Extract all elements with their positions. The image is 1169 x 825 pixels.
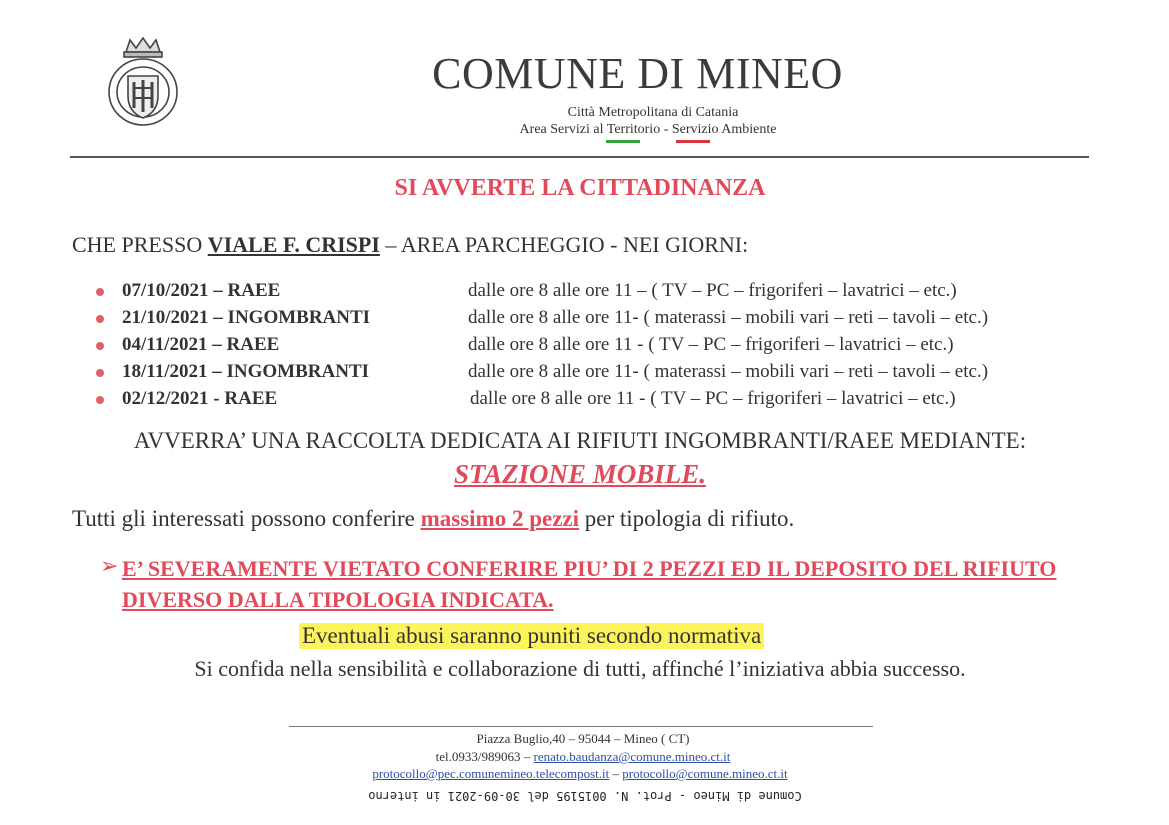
schedule-item bbox=[96, 307, 1096, 333]
schedule-date: 07/10/2021 – RAEE bbox=[122, 280, 281, 301]
footer-separator: – bbox=[609, 766, 623, 781]
footer-address: Piazza Buglio,40 – 95044 – Mineo ( CT) bbox=[476, 731, 690, 746]
schedule-date: 02/12/2021 - RAEE bbox=[122, 388, 278, 409]
schedule-desc: dalle ore 8 alle ore 11 – ( TV – PC – frigoriferi – lavatrici – etc.) bbox=[468, 280, 957, 301]
closing-note: Si confida nella sensibilità e collaborazione di tutti, affinché l’iniziativa abbia successo. bbox=[194, 656, 966, 681]
intro-line bbox=[72, 232, 748, 258]
footer-tel: tel.0933/989063 – bbox=[435, 749, 534, 764]
subtitle-city: Città Metropolitana di Catania bbox=[567, 105, 739, 120]
green-accent-line bbox=[606, 140, 640, 143]
pec-link[interactable]: protocollo@pec.comunemineo.telecompost.it bbox=[372, 766, 610, 781]
schedule-date: 04/11/2021 – RAEE bbox=[122, 334, 280, 355]
red-accent-line bbox=[676, 140, 710, 143]
intro-place: VIALE F. CRISPI bbox=[207, 232, 380, 257]
header-divider bbox=[70, 156, 1089, 158]
limit-suffix: per tipologia di rifiuto. bbox=[579, 506, 795, 531]
notice-heading: SI AVVERTE LA CITTADINANZA bbox=[394, 175, 766, 201]
email-link[interactable]: renato.baudanza@comune.mineo.ct.it bbox=[533, 749, 731, 764]
schedule-desc: dalle ore 8 alle ore 11- ( materassi – mobili vari – reti – tavoli – etc.) bbox=[468, 307, 989, 328]
mobile-station-label: STAZIONE MOBILE. bbox=[453, 459, 707, 489]
footer-divider bbox=[289, 726, 873, 727]
abuse-warning: Eventuali abusi saranno puniti secondo normativa bbox=[299, 623, 764, 649]
schedule-desc: dalle ore 8 alle ore 11 - ( TV – PC – frigoriferi – lavatrici – etc.) bbox=[470, 388, 956, 409]
arrow-bullet-icon: ➢ bbox=[100, 553, 119, 578]
limit-line bbox=[72, 506, 794, 532]
page-title: COMUNE DI MINEO bbox=[432, 49, 843, 98]
subtitle-area: Area Servizi al Territorio - Servizio Ambiente bbox=[519, 122, 777, 137]
collection-notice: AVVERRA’ UNA RACCOLTA DEDICATA AI RIFIUTI INGOMBRANTI/RAEE MEDIANTE: bbox=[133, 428, 1027, 453]
schedule-desc: dalle ore 8 alle ore 11 - ( TV – PC – frigoriferi – lavatrici – etc.) bbox=[468, 334, 954, 355]
bullet-icon bbox=[96, 288, 104, 296]
bullet-icon bbox=[96, 369, 104, 377]
protocol-email-link[interactable]: protocollo@comune.mineo.ct.it bbox=[622, 766, 788, 781]
schedule-desc: dalle ore 8 alle ore 11- ( materassi – mobili vari – reti – tavoli – etc.) bbox=[468, 361, 989, 382]
footer-contact bbox=[0, 749, 1166, 765]
limit-highlight: massimo 2 pezzi bbox=[420, 506, 580, 531]
schedule-item bbox=[96, 361, 1096, 387]
bullet-icon bbox=[96, 342, 104, 350]
intro-suffix: – AREA PARCHEGGIO - NEI GIORNI: bbox=[379, 232, 749, 257]
intro-prefix: CHE PRESSO bbox=[72, 232, 208, 257]
schedule-date: 18/11/2021 – INGOMBRANTI bbox=[122, 361, 370, 382]
limit-prefix: Tutti gli interessati possono conferire bbox=[72, 506, 421, 531]
schedule-item bbox=[96, 280, 1096, 306]
footer-emails bbox=[0, 766, 1160, 782]
schedule-item bbox=[96, 388, 1096, 414]
bullet-icon bbox=[96, 396, 104, 404]
protocol-stamp: Comune di Mineo - Prot. N. 0015195 del 30-09-2021 in interno bbox=[368, 789, 802, 803]
warning-text: E’ SEVERAMENTE VIETATO CONFERIRE PIU’ DI 2 PEZZI ED IL DEPOSITO DEL RIFIUTO DIVERSO DALLA TIPOLOGIA INDICATA. bbox=[122, 556, 1057, 612]
schedule-item bbox=[96, 334, 1096, 360]
schedule-date: 21/10/2021 – INGOMBRANTI bbox=[122, 307, 371, 328]
bullet-icon bbox=[96, 315, 104, 323]
